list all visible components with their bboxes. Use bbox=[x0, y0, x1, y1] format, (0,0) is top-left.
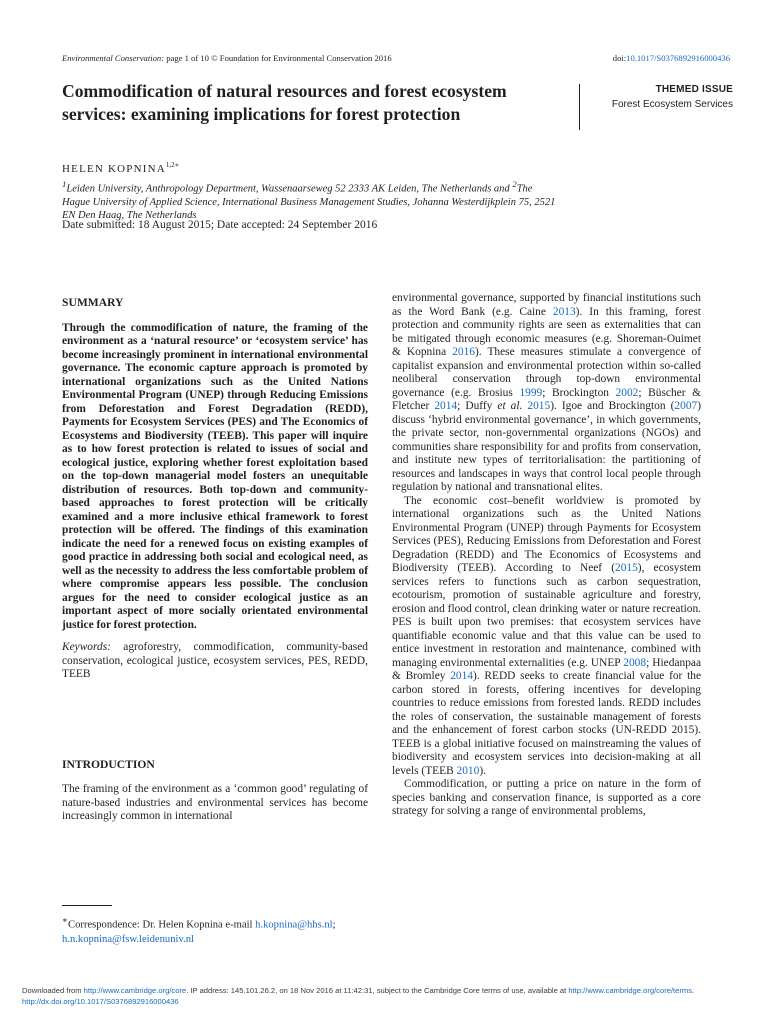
citation-link[interactable]: 2015 bbox=[615, 562, 638, 574]
themed-issue-name: Forest Ecosystem Services bbox=[611, 99, 733, 110]
citation-link[interactable]: 2002 bbox=[615, 386, 639, 399]
right-paragraph-1 bbox=[392, 292, 701, 495]
keywords bbox=[62, 641, 368, 682]
footer-link-core[interactable]: http://www.cambridge.org/core bbox=[83, 986, 187, 995]
citation-link[interactable]: 2013 bbox=[552, 305, 576, 318]
email-link-1[interactable]: h.kopnina@hhs.nl bbox=[255, 919, 333, 931]
footer-text: . IP address: 145.101.26.2, on 18 Nov 2016 at 11:42:31, subject to the Cambridge Core terms of use, available at bbox=[186, 986, 569, 995]
text-run: environmental governance, supported by financial institutions such as the Word Bank (e.g. Caine bbox=[392, 292, 701, 318]
keywords-label: Keywords: bbox=[62, 641, 111, 653]
author-marks: 1,2∗ bbox=[165, 161, 180, 169]
footer-link-terms[interactable]: http://www.cambridge.org/core/terms bbox=[568, 986, 693, 995]
affiliation-2-mark: 2 bbox=[512, 179, 517, 189]
citation-link[interactable]: 2015 bbox=[527, 400, 551, 412]
text-run: ) discuss ‘hybrid environmental governance’, in which governments, the private sector, non-governmental organizations (NGOs) and communities share responsibility for and profits from conservation, and institute new types of territorialisation: the partitioning of resources and landscapes in ways that control local people through regulation by national and transnational elites. bbox=[392, 400, 701, 493]
footer-link-doi[interactable]: http://dx.doi.org/10.1017/S0376892916000436 bbox=[22, 997, 179, 1006]
page-info: page 1 of 10 bbox=[166, 53, 209, 63]
footnote bbox=[62, 913, 368, 947]
text-run: ; Hiedanpaa & Bromley bbox=[392, 656, 701, 682]
affiliation-1: Leiden University, Anthropology Department, Wassenaarseweg 52 2333 AK Leiden, The Netherlands and bbox=[66, 183, 510, 195]
text-run: ; Büscher & Fletcher bbox=[392, 386, 701, 412]
citation-link[interactable]: 2010 bbox=[456, 764, 480, 777]
themed-divider bbox=[579, 84, 580, 130]
summary-text: Through the commodification of nature, the framing of the environment as a ‘natural resource’ or ‘ecosystem service’ has become increasingly prominent in international environmental governance. The economic capture approach is promoted by international organizations such as the United Nations Environmental Program (UNEP) through Reducing Emissions from Deforestation and Forest Degradation (REDD), Payments for Ecosystem Services (PES) and The Economics of Ecosystems and Biodiversity (TEEB). This paper will inquire as to how forest protection is related to issues of social and ecological justice, exploring whether forest exploitation based on the top-down managerial model fosters an unequitable distribution of resources. Both top-down and community-based approaches to forest protection will be critically examined and a more inclusive ethical framework to forest protection will be offered. The findings of this examination indicate the need for a renewed focus on existing examples of good practice in addressing both social and ecological need, as well as the necessity to address the less comfortable problem of where compromise appears less possible. The conclusion argues for the need to consider ecological justice as an important aspect of more socially orientated environmental justice for forest protection. bbox=[62, 321, 368, 631]
article-dates: Date submitted: 18 August 2015; Date accepted: 24 September 2016 bbox=[62, 219, 378, 231]
themed-issue bbox=[588, 84, 733, 110]
citation-link[interactable]: 2016 bbox=[452, 346, 475, 358]
download-footer bbox=[22, 985, 752, 1007]
running-header-left bbox=[62, 53, 392, 63]
doi-link[interactable]: 10.1017/S0376892916000436 bbox=[626, 53, 730, 63]
text-run: ), ecosystem services refers to functions such as carbon sequestration, ecotourism, promotion of sustainable agriculture and forestry, erosion and flood control, clean drinking water or nature recreation. PES is built upon two premises: that ecosystem services have quantifiable economic value and that this value can be used to entice investment in restoration and maintenance, combined with managing environmental externalities (e.g. UNEP bbox=[392, 562, 702, 669]
email-link-2[interactable]: h.n.kopnina@fsw.leidenuniv.nl bbox=[62, 933, 194, 945]
text-run: ). Igoe and Brockington ( bbox=[550, 400, 675, 412]
citation-link[interactable]: 2008 bbox=[623, 656, 647, 669]
footnote-text: Correspondence: Dr. Helen Kopnina e-mail bbox=[68, 919, 253, 931]
author-name: HELEN KOPNINA bbox=[62, 162, 166, 175]
journal-name: Environmental Conservation: bbox=[62, 53, 165, 63]
running-header-right bbox=[613, 53, 730, 63]
citation-link[interactable]: 2014 bbox=[450, 670, 473, 682]
copyright: © Foundation for Environmental Conservation 2016 bbox=[211, 53, 392, 63]
footnote-mark: ∗ bbox=[62, 915, 69, 925]
left-column bbox=[62, 292, 368, 824]
text-run: ; Brockington bbox=[542, 386, 616, 399]
keywords-text: agroforestry, commodification, community-based conservation, ecological justice, ecosystem services, PES, REDD, TEEB bbox=[62, 641, 368, 680]
et-al: et al. bbox=[497, 400, 523, 412]
text-run: ; Duffy bbox=[457, 400, 498, 412]
footnote-separator: ; bbox=[332, 919, 336, 931]
text-run: ). bbox=[479, 764, 486, 777]
right-paragraph-3: Commodification, or putting a price on nature in the form of species banking and conservation finance, is supported as a core strategy for solving a range of environmental problems, bbox=[392, 778, 701, 817]
doi-prefix: doi: bbox=[612, 53, 627, 63]
text-run: ). These measures stimulate a convergence of capitalist expansion and environmental protection within so-called neoliberal conservation through top-down environmental governance (e.g. Brosius bbox=[392, 346, 701, 399]
right-paragraph-2 bbox=[392, 495, 701, 779]
footer-text: Downloaded from bbox=[22, 986, 84, 995]
introduction-paragraph: The framing of the environment as a ‘common good’ regulating of nature-based industries and environmental services has become increasingly common in international bbox=[62, 783, 368, 822]
themed-issue-label: THEMED ISSUE bbox=[655, 84, 733, 95]
affiliation-2: The Hague University of Applied Science, International Business Management Studies, Johanna Westerdijkplein 75, 2521 EN Den Haag, The Netherlands bbox=[62, 183, 556, 222]
citation-link[interactable]: 2007 bbox=[674, 400, 698, 412]
text-run: The economic cost–benefit worldview is promoted by international organizations such as the United Nations Environmental Program (UNEP) through Payments for Ecosystem Services (PES), Reducing Emissions from Deforestation and Forest Degradation (REDD) and The Economics of Ecosystems and Biodiversity (TEEB). According to Neef ( bbox=[392, 494, 701, 574]
citation-link[interactable]: 1999 bbox=[519, 386, 543, 399]
right-column bbox=[392, 292, 701, 819]
introduction-heading: INTRODUCTION bbox=[62, 757, 155, 771]
affiliation-1-mark: 1 bbox=[62, 179, 67, 189]
citation-link[interactable]: 2014 bbox=[434, 400, 458, 412]
article-title: Commodification of natural resources and forest ecosystem services: examining implications for forest protection bbox=[62, 81, 507, 124]
affiliations bbox=[62, 178, 562, 223]
summary-heading: SUMMARY bbox=[62, 296, 124, 309]
footnote-rule bbox=[62, 905, 112, 906]
text-run: ). In this framing, forest protection and community rights are seen as externalities that can be mitigated through economic measures (e.g. Shoreman-Ouimet & Kopnina bbox=[392, 305, 701, 358]
footer-text: . bbox=[692, 986, 695, 995]
author-line bbox=[62, 161, 179, 175]
text-run: ). REDD seeks to create financial value for the carbon stored in forests, offering incentives for developing countries to reduce emissions from forested lands. REDD includes the roles of conservation, the sustainable management of forests and the enhancement of forest carbon stocks (UN-REDD 2015). TEEB is a global initiative focused on mainstreaming the values of biodiversity and ecosystem services into decision-making at all levels (TEEB bbox=[392, 670, 702, 777]
